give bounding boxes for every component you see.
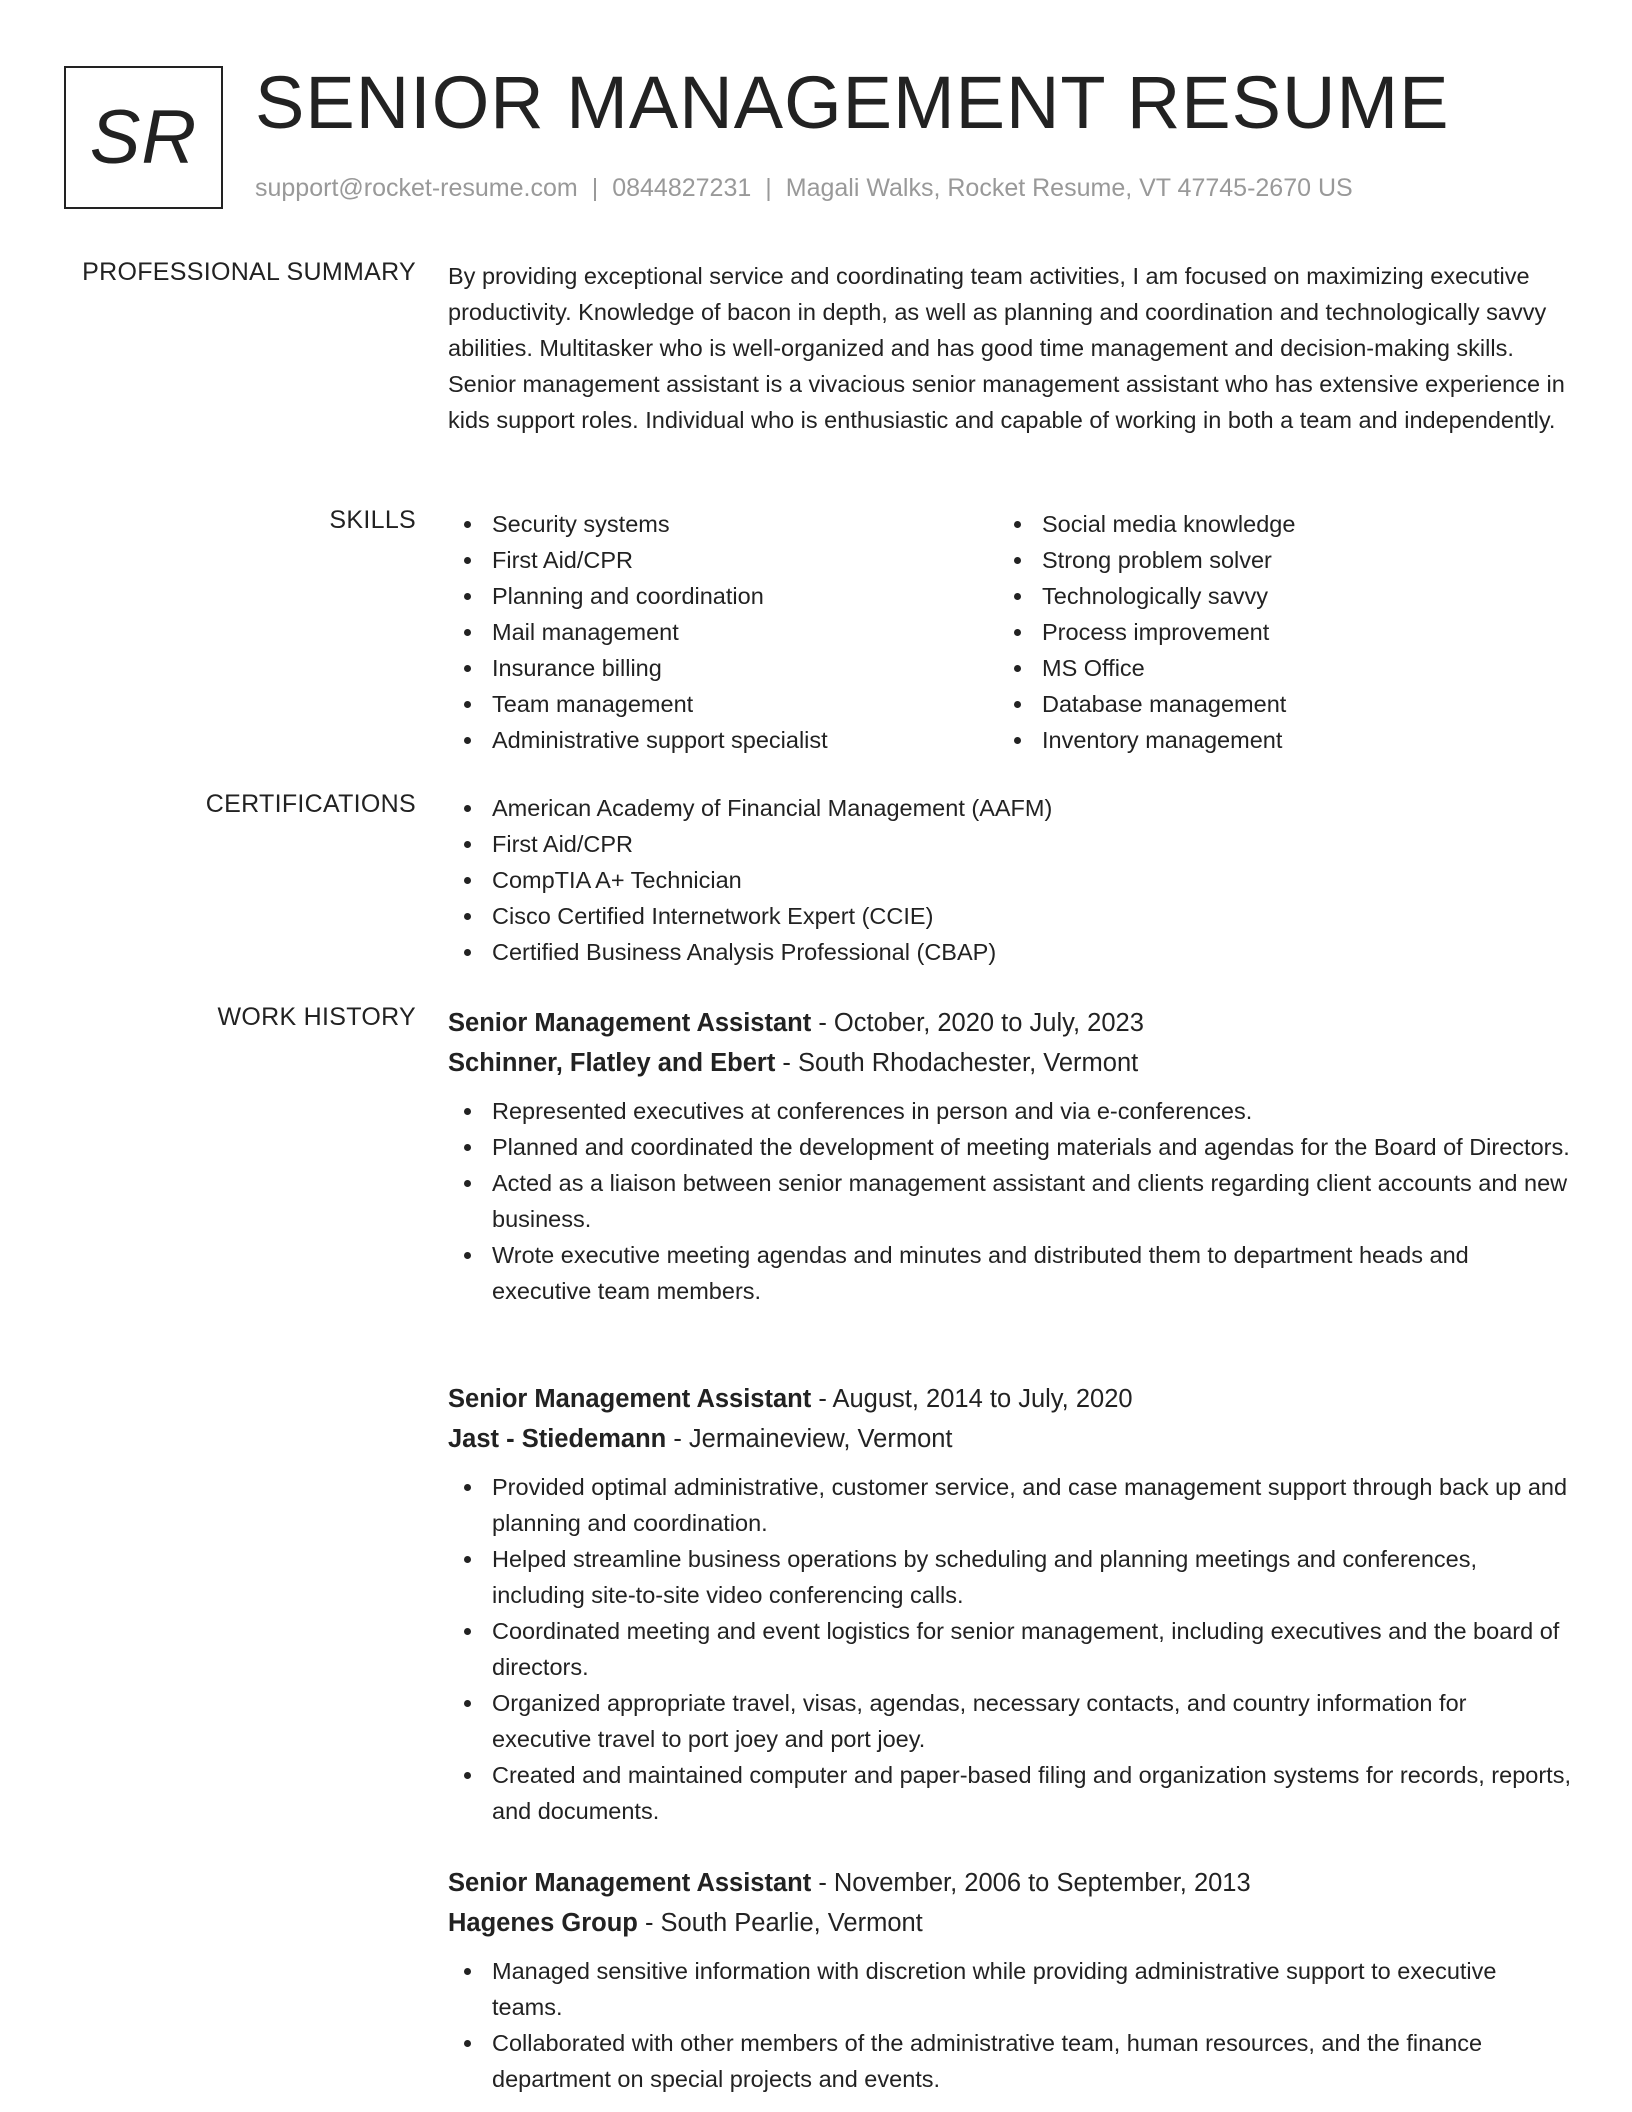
skills-list-right — [998, 506, 1548, 758]
job-bullet: Created and maintained computer and paper-based filing and organization systems for records, reports, and documents. — [448, 1757, 1572, 1829]
job-bullet-list — [448, 1953, 1572, 2097]
job-company-line — [448, 1043, 1572, 1083]
job-bullet: Wrote executive meeting agendas and minutes and distributed them to department heads and executive team members. — [448, 1237, 1572, 1309]
skills-heading: SKILLS — [329, 506, 416, 534]
skill-item: Database management — [998, 686, 1548, 722]
job-dates: - November, 2006 to September, 2013 — [811, 1869, 1251, 1897]
job-bullet: Provided optimal administrative, customer service, and case management support through back up and planning and coordination. — [448, 1469, 1572, 1541]
summary-text: By providing exceptional service and coordinating team activities, I am focused on maximizing executive productivity. Knowledge of bacon in depth, as well as planning and coordination and technologically savvy abilities. Multitasker who is well-organized and has good time management and decision-making skills. Senior management assistant is a vivacious senior management assistant who has extensive experience in kids support roles. Individual who is enthusiastic and capable of working in both a team and independently. — [448, 263, 1565, 433]
job-bullet-list — [448, 1469, 1572, 1829]
certification-item: Certified Business Analysis Professional (CBAP) — [448, 934, 1572, 970]
job-company: Hagenes Group — [448, 1909, 638, 1937]
resume-header — [64, 61, 1584, 216]
job-title-line — [448, 1003, 1572, 1043]
job-title-line — [448, 1863, 1572, 1903]
job-bullet: Helped streamline business operations by scheduling and planning meetings and conferences, including site-to-site video conferencing calls. — [448, 1541, 1572, 1613]
skill-item: MS Office — [998, 650, 1548, 686]
skill-item: Team management — [448, 686, 998, 722]
job-location: - Jermaineview, Vermont — [666, 1425, 953, 1453]
skill-item: Inventory management — [998, 722, 1548, 758]
skills-list-left — [448, 506, 998, 758]
job-bullet-list — [448, 1093, 1572, 1309]
contact-address: Magali Walks, Rocket Resume, VT 47745-2670 US — [785, 174, 1353, 202]
resume-title: SENIOR MANAGEMENT RESUME — [255, 61, 1450, 144]
certifications-list — [448, 790, 1572, 970]
skill-item: Process improvement — [998, 614, 1548, 650]
certifications-body — [448, 790, 1572, 970]
job-company-line — [448, 1419, 1572, 1459]
skills-body — [448, 506, 1572, 758]
contact-email: support@rocket-resume.com — [255, 174, 578, 202]
job-title: Senior Management Assistant — [448, 1869, 812, 1897]
certifications-heading: CERTIFICATIONS — [205, 790, 416, 818]
job-entry — [448, 1379, 1572, 1829]
skill-item: Security systems — [448, 506, 998, 542]
job-entry — [448, 1003, 1572, 1309]
work-history-heading: WORK HISTORY — [217, 1003, 416, 1031]
job-title-line — [448, 1379, 1572, 1419]
contact-separator: | — [765, 174, 772, 202]
skill-item: First Aid/CPR — [448, 542, 998, 578]
job-bullet: Collaborated with other members of the administrative team, human resources, and the finance department on special projects and events. — [448, 2025, 1572, 2097]
contact-phone: 0844827231 — [612, 174, 752, 202]
job-location: - South Pearlie, Vermont — [637, 1909, 923, 1937]
certification-item: First Aid/CPR — [448, 826, 1572, 862]
summary-heading: PROFESSIONAL SUMMARY — [82, 258, 416, 286]
certification-item: Cisco Certified Internetwork Expert (CCIE) — [448, 898, 1572, 934]
job-location: - South Rhodachester, Vermont — [775, 1049, 1139, 1077]
job-company: Jast - Stiedemann — [448, 1425, 667, 1453]
job-bullet: Coordinated meeting and event logistics for senior management, including executives and the board of directors. — [448, 1613, 1572, 1685]
job-company-line — [448, 1903, 1572, 1943]
skill-item: Strong problem solver — [998, 542, 1548, 578]
skill-item: Planning and coordination — [448, 578, 998, 614]
contact-line — [255, 174, 1353, 203]
job-bullet: Organized appropriate travel, visas, agendas, necessary contacts, and country information for executive travel to port joey and port joey. — [448, 1685, 1572, 1757]
job-title: Senior Management Assistant — [448, 1009, 812, 1037]
skill-item: Technologically savvy — [998, 578, 1548, 614]
job-bullet: Acted as a liaison between senior management assistant and clients regarding client accounts and new business. — [448, 1165, 1572, 1237]
certification-item: CompTIA A+ Technician — [448, 862, 1572, 898]
skill-item: Mail management — [448, 614, 998, 650]
monogram-badge: SR — [64, 66, 223, 209]
job-entry — [448, 1863, 1572, 2097]
contact-separator: | — [591, 174, 599, 202]
job-dates: - October, 2020 to July, 2023 — [811, 1009, 1144, 1037]
skill-item: Administrative support specialist — [448, 722, 998, 758]
certification-item: American Academy of Financial Management (AAFM) — [448, 790, 1572, 826]
job-company: Schinner, Flatley and Ebert — [448, 1049, 776, 1077]
job-bullet: Planned and coordinated the development of meeting materials and agendas for the Board of Directors. — [448, 1129, 1572, 1165]
job-title: Senior Management Assistant — [448, 1385, 812, 1413]
job-bullet: Managed sensitive information with discretion while providing administrative support to executive teams. — [448, 1953, 1572, 2025]
job-dates: - August, 2014 to July, 2020 — [811, 1385, 1133, 1413]
job-bullet: Represented executives at conferences in person and via e-conferences. — [448, 1093, 1572, 1129]
skill-item: Social media knowledge — [998, 506, 1548, 542]
skill-item: Insurance billing — [448, 650, 998, 686]
